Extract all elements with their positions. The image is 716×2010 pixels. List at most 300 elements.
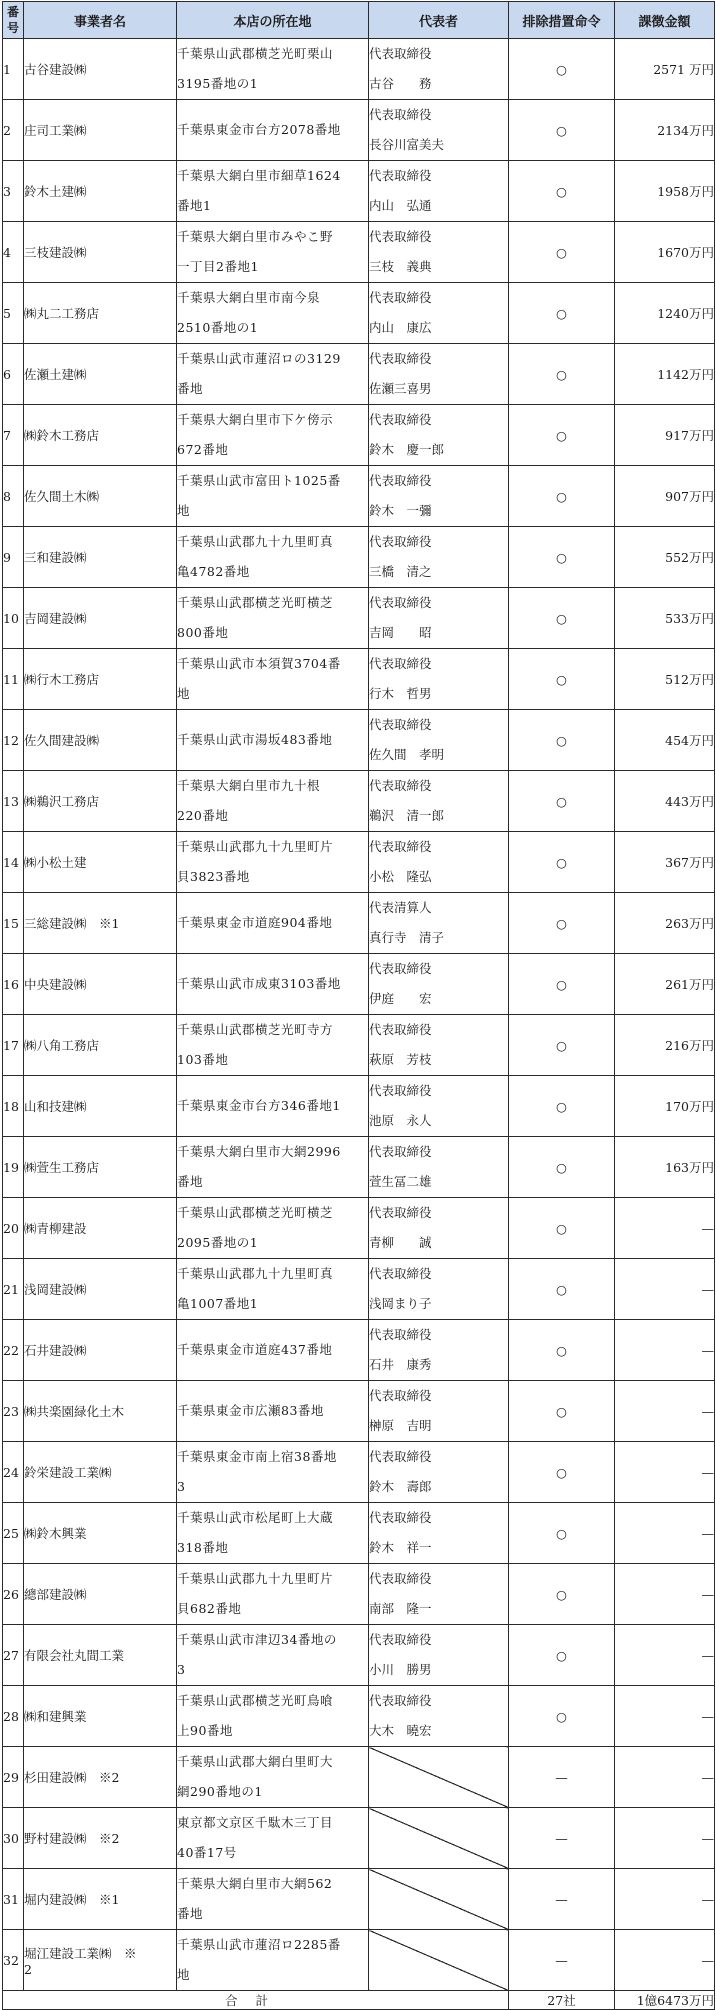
- representative-name: 浅岡まり子: [369, 1296, 432, 1311]
- surcharge-amount: 1958万円: [615, 161, 715, 222]
- table-row: [3, 1625, 715, 1686]
- representative: [369, 344, 509, 405]
- representative-name: 古谷 務: [369, 76, 432, 91]
- representative: [369, 1442, 509, 1503]
- address-line-1: 千葉県東金市台方346番地1: [177, 1098, 341, 1113]
- company-name-text: 石井建設㈱: [24, 1343, 87, 1358]
- table-row: [3, 1442, 715, 1503]
- table-row: [3, 466, 715, 527]
- surcharge-amount: 907万円: [615, 466, 715, 527]
- exclusion-order-mark: ○: [509, 649, 615, 710]
- row-number: 2: [3, 100, 24, 161]
- head-office-address: [177, 222, 369, 283]
- row-number: 14: [3, 832, 24, 893]
- address-line-1: 東京都文京区千駄木三丁目: [177, 1815, 334, 1830]
- company-name: [24, 588, 177, 649]
- address-line-2: 上90番地: [177, 1723, 233, 1738]
- head-office-address: [177, 1747, 369, 1808]
- representative-title: 代表取締役: [369, 351, 432, 366]
- exclusion-order-mark: ○: [509, 1625, 615, 1686]
- company-name-text: ㈱青柳建設: [24, 1221, 87, 1236]
- company-name: [24, 771, 177, 832]
- table-row: [3, 1686, 715, 1747]
- head-office-address: [177, 1076, 369, 1137]
- representative-name: 内山 弘通: [369, 198, 432, 213]
- table-row: [3, 1076, 715, 1137]
- exclusion-order-mark: ○: [509, 588, 615, 649]
- address-line-1: 千葉県山武市蓮沼ロ2285番: [177, 1937, 341, 1952]
- exclusion-order-mark: ○: [509, 466, 615, 527]
- address-line-2: 3: [177, 1662, 186, 1677]
- exclusion-order-mark: ○: [509, 1381, 615, 1442]
- representative-name: 三枝 義典: [369, 259, 432, 274]
- address-line-2: 番地: [177, 1906, 204, 1921]
- exclusion-order-mark: ○: [509, 1198, 615, 1259]
- row-number: 28: [3, 1686, 24, 1747]
- representative-name: 行木 哲男: [369, 686, 432, 701]
- address-line-1: 千葉県東金市道庭904番地: [177, 915, 333, 930]
- address-line-1: 千葉県大網白里市大網2996: [177, 1144, 341, 1159]
- representative-title: 代表取締役: [369, 1388, 432, 1403]
- surcharge-amount: —: [615, 1381, 715, 1442]
- address-line-1: 千葉県山武郡九十九里町真: [177, 1266, 334, 1281]
- address-line-1: 千葉県大網白里市細草1624: [177, 168, 341, 183]
- table-footer: [3, 1991, 715, 2010]
- representative: [369, 1015, 509, 1076]
- header-no: [3, 2, 24, 39]
- company-name: [24, 832, 177, 893]
- row-number: 17: [3, 1015, 24, 1076]
- address-line-1: 千葉県東金市南上宿38番地: [177, 1449, 337, 1464]
- row-number: 3: [3, 161, 24, 222]
- representative: [369, 588, 509, 649]
- table-body: [3, 39, 715, 1991]
- company-name-text: 古谷建設㈱: [24, 62, 87, 77]
- row-number: 30: [3, 1808, 24, 1869]
- company-name: [24, 1503, 177, 1564]
- table-row: [3, 405, 715, 466]
- company-name-text: ㈱行木工務店: [24, 672, 100, 687]
- exclusion-order-mark: ○: [509, 954, 615, 1015]
- company-name: [24, 1808, 177, 1869]
- representative-title: 代表取締役: [369, 1205, 432, 1220]
- representative: [369, 283, 509, 344]
- table-row: [3, 771, 715, 832]
- address-line-2: 地: [177, 503, 191, 518]
- exclusion-order-mark: ○: [509, 161, 615, 222]
- representative: [369, 1198, 509, 1259]
- representative-name: 榊原 吉明: [369, 1418, 432, 1433]
- company-name-text: 中央建設㈱: [24, 977, 87, 992]
- representative-name: 青柳 誠: [369, 1235, 432, 1250]
- head-office-address: [177, 1625, 369, 1686]
- representative-title: 代表取締役: [369, 229, 432, 244]
- representative-name: 佐瀬三喜男: [369, 381, 432, 396]
- surcharge-amount: 552万円: [615, 527, 715, 588]
- representative-empty-diagonal: [369, 1747, 509, 1808]
- head-office-address: [177, 1259, 369, 1320]
- exclusion-order-mark: ○: [509, 1564, 615, 1625]
- row-number: 19: [3, 1137, 24, 1198]
- address-line-2: 番地: [177, 1174, 204, 1189]
- company-name-text: 三和建設㈱: [24, 550, 87, 565]
- representative-name: 伊庭 宏: [369, 991, 432, 1006]
- company-name-text: 浅岡建設㈱: [24, 1282, 87, 1297]
- company-name-text: ㈱丸二工務店: [24, 306, 100, 321]
- table-row: [3, 1808, 715, 1869]
- company-name: [24, 1198, 177, 1259]
- table-row: [3, 1259, 715, 1320]
- representative-name: 鈴木 壽郎: [369, 1479, 432, 1494]
- address-line-2: 40番17号: [177, 1845, 237, 1860]
- representative: [369, 1564, 509, 1625]
- head-office-address: [177, 1808, 369, 1869]
- company-name-text: ㈱鈴木工務店: [24, 428, 100, 443]
- total-order-count: 27社: [509, 1991, 615, 2010]
- address-line-1: 千葉県山武市本須賀3704番: [177, 656, 341, 671]
- exclusion-order-mark: ○: [509, 1320, 615, 1381]
- surcharge-amount: —: [615, 1869, 715, 1930]
- representative-title: 代表取締役: [369, 839, 432, 854]
- address-line-2: 番地: [177, 381, 204, 396]
- exclusion-order-mark: ○: [509, 405, 615, 466]
- head-office-address: [177, 283, 369, 344]
- exclusion-order-mark: ○: [509, 283, 615, 344]
- surcharge-amount: —: [615, 1747, 715, 1808]
- company-name: [24, 1930, 177, 1991]
- company-name: [24, 954, 177, 1015]
- company-name: [24, 344, 177, 405]
- representative-name: 小松 隆弘: [369, 869, 432, 884]
- head-office-address: [177, 1320, 369, 1381]
- representative: [369, 1625, 509, 1686]
- representative: [369, 1503, 509, 1564]
- representative-empty-diagonal: [369, 1869, 509, 1930]
- row-number: 7: [3, 405, 24, 466]
- company-name-text: 鈴木土建㈱: [24, 184, 87, 199]
- exclusion-order-mark: ○: [509, 1015, 615, 1076]
- header-order: 排除措置命令: [509, 2, 615, 39]
- representative-name: 鈴木 祥一: [369, 1540, 432, 1555]
- table-row: [3, 832, 715, 893]
- surcharge-amount: 367万円: [615, 832, 715, 893]
- representative-name: 石井 康秀: [369, 1357, 432, 1372]
- representative-title: 代表取締役: [369, 1327, 432, 1342]
- address-line-1: 千葉県山武郡九十九里町片: [177, 839, 334, 854]
- row-number: 8: [3, 466, 24, 527]
- head-office-address: [177, 1015, 369, 1076]
- representative-name: 内山 康広: [369, 320, 432, 335]
- exclusion-order-mark: ○: [509, 1076, 615, 1137]
- address-line-1: 千葉県山武市津辺34番地の: [177, 1632, 337, 1647]
- address-line-2: 地: [177, 686, 191, 701]
- address-line-2: 亀1007番地1: [177, 1296, 259, 1311]
- exclusion-order-mark: —: [509, 1747, 615, 1808]
- row-number: 23: [3, 1381, 24, 1442]
- representative-title: 代表取締役: [369, 656, 432, 671]
- representative: [369, 466, 509, 527]
- surcharge-amount: 454万円: [615, 710, 715, 771]
- company-name: [24, 161, 177, 222]
- representative: [369, 39, 509, 100]
- table-row: [3, 1747, 715, 1808]
- address-line-1: 千葉県山武郡大網白里町大: [177, 1754, 334, 1769]
- representative-title: 代表取締役: [369, 534, 432, 549]
- surcharge-amount: 2134万円: [615, 100, 715, 161]
- table-row: [3, 1137, 715, 1198]
- total-amount: 1億6473万円: [615, 1991, 715, 2010]
- representative-title: 代表清算人: [369, 900, 432, 915]
- table-row: [3, 1198, 715, 1259]
- head-office-address: [177, 1381, 369, 1442]
- header-amount: 課徴金額: [615, 2, 715, 39]
- row-number: 16: [3, 954, 24, 1015]
- table-row: [3, 1381, 715, 1442]
- company-name: [24, 466, 177, 527]
- exclusion-order-mark: ○: [509, 527, 615, 588]
- company-name-text: 佐瀬土建㈱: [24, 367, 87, 382]
- representative-title: 代表取締役: [369, 717, 432, 732]
- address-line-2: 地: [177, 1967, 191, 1982]
- exclusion-order-mark: ○: [509, 1442, 615, 1503]
- surcharge-amount: —: [615, 1320, 715, 1381]
- representative: [369, 1137, 509, 1198]
- row-number: 5: [3, 283, 24, 344]
- representative-title: 代表取締役: [369, 1144, 432, 1159]
- address-line-2: 672番地: [177, 442, 229, 457]
- address-line-1: 千葉県山武市蓮沼ロの3129: [177, 351, 341, 366]
- address-line-2: 220番地: [177, 808, 229, 823]
- table-row: [3, 1564, 715, 1625]
- company-name-text: 吉岡建設㈱: [24, 611, 87, 626]
- representative: [369, 1320, 509, 1381]
- table-row: [3, 710, 715, 771]
- representative-title: 代表取締役: [369, 168, 432, 183]
- company-name: [24, 1869, 177, 1930]
- company-name-text: 鈴栄建設工業㈱: [24, 1465, 112, 1480]
- address-line-1: 千葉県東金市台方2078番地: [177, 122, 341, 137]
- surcharge-amount: —: [615, 1686, 715, 1747]
- representative-name: 南部 隆一: [369, 1601, 432, 1616]
- table-row: [3, 100, 715, 161]
- representative-title: 代表取締役: [369, 1022, 432, 1037]
- surcharge-amount: —: [615, 1198, 715, 1259]
- surcharge-amount: 1670万円: [615, 222, 715, 283]
- representative-title: 代表取締役: [369, 412, 432, 427]
- representative-title: 代表取締役: [369, 1510, 432, 1525]
- representative: [369, 222, 509, 283]
- company-name: [24, 1259, 177, 1320]
- table-header: [3, 2, 715, 39]
- sanction-table: [2, 1, 715, 2010]
- representative-title: 代表取締役: [369, 1266, 432, 1281]
- surcharge-amount: 1142万円: [615, 344, 715, 405]
- company-name-text: 山和技建㈱: [24, 1099, 87, 1114]
- head-office-address: [177, 1930, 369, 1991]
- table-row: [3, 283, 715, 344]
- representative: [369, 161, 509, 222]
- table-row: [3, 527, 715, 588]
- head-office-address: [177, 1564, 369, 1625]
- company-name: [24, 1686, 177, 1747]
- representative-name: 佐久間 孝明: [369, 747, 445, 762]
- surcharge-amount: 917万円: [615, 405, 715, 466]
- representative-name: 萩原 芳枝: [369, 1052, 432, 1067]
- company-name: [24, 39, 177, 100]
- address-line-2: 貝3823番地: [177, 869, 250, 884]
- company-name-text: ㈱共楽園緑化土木: [24, 1404, 125, 1419]
- representative: [369, 1076, 509, 1137]
- company-name: [24, 1625, 177, 1686]
- representative: [369, 954, 509, 1015]
- exclusion-order-mark: ○: [509, 344, 615, 405]
- address-line-2: 800番地: [177, 625, 229, 640]
- company-name-text: 野村建設㈱ ※2: [24, 1831, 120, 1846]
- surcharge-amount: 263万円: [615, 893, 715, 954]
- representative-name: 鈴木 一彌: [369, 503, 432, 518]
- company-name: [24, 1747, 177, 1808]
- representative-title: 代表取締役: [369, 473, 432, 488]
- company-name-text: 有限会社丸間工業: [24, 1648, 125, 1663]
- address-line-1: 千葉県山武市松尾町上大蔵: [177, 1510, 334, 1525]
- head-office-address: [177, 405, 369, 466]
- head-office-address: [177, 954, 369, 1015]
- surcharge-amount: —: [615, 1442, 715, 1503]
- representative: [369, 1259, 509, 1320]
- representative-name: 萱生冨二雄: [369, 1174, 432, 1189]
- address-line-1: 千葉県大網白里市下ケ傍示: [177, 412, 334, 427]
- row-number: 13: [3, 771, 24, 832]
- head-office-address: [177, 710, 369, 771]
- address-line-2: 2510番地の1: [177, 320, 259, 335]
- exclusion-order-mark: ○: [509, 1259, 615, 1320]
- surcharge-amount: 216万円: [615, 1015, 715, 1076]
- head-office-address: [177, 39, 369, 100]
- address-line-2: 一丁目2番地1: [177, 259, 259, 274]
- representative-empty-diagonal: [369, 1808, 509, 1869]
- company-name: [24, 1320, 177, 1381]
- representative-title: 代表取締役: [369, 778, 432, 793]
- company-name: [24, 893, 177, 954]
- table-row: [3, 344, 715, 405]
- company-name-text: 杉田建設㈱ ※2: [24, 1770, 120, 1785]
- surcharge-amount: 163万円: [615, 1137, 715, 1198]
- row-number: 15: [3, 893, 24, 954]
- surcharge-amount: —: [615, 1808, 715, 1869]
- exclusion-order-mark: ○: [509, 1686, 615, 1747]
- exclusion-order-mark: ○: [509, 710, 615, 771]
- company-name-text: ㈱和建興業: [24, 1709, 87, 1724]
- table-row: [3, 161, 715, 222]
- head-office-address: [177, 893, 369, 954]
- representative: [369, 710, 509, 771]
- company-name-text: 堀江建設工業㈱ ※: [24, 1945, 137, 1961]
- header-no-line2: 号: [6, 21, 19, 35]
- exclusion-order-mark: —: [509, 1869, 615, 1930]
- table-row: [3, 1015, 715, 1076]
- representative: [369, 771, 509, 832]
- company-name-text-cont: 2: [24, 1961, 32, 1977]
- address-line-1: 千葉県山武郡九十九里町真: [177, 534, 334, 549]
- header-row: [3, 2, 715, 39]
- representative: [369, 100, 509, 161]
- exclusion-order-mark: ○: [509, 1137, 615, 1198]
- company-name: [24, 100, 177, 161]
- representative: [369, 832, 509, 893]
- row-number: 6: [3, 344, 24, 405]
- company-name: [24, 1381, 177, 1442]
- representative-title: 代表取締役: [369, 1632, 432, 1647]
- head-office-address: [177, 1442, 369, 1503]
- representative-title: 代表取締役: [369, 290, 432, 305]
- representative-empty-diagonal: [369, 1930, 509, 1991]
- exclusion-order-mark: ○: [509, 893, 615, 954]
- company-name: [24, 1137, 177, 1198]
- address-line-1: 千葉県東金市広瀬83番地: [177, 1403, 324, 1418]
- representative-title: 代表取締役: [369, 961, 432, 976]
- company-name-text: 佐久間土木㈱: [24, 489, 100, 504]
- company-name: [24, 1076, 177, 1137]
- head-office-address: [177, 832, 369, 893]
- table-row: [3, 954, 715, 1015]
- row-number: 10: [3, 588, 24, 649]
- address-line-1: 千葉県山武郡横芝光町栗山: [177, 46, 334, 61]
- representative-title: 代表取締役: [369, 46, 432, 61]
- head-office-address: [177, 1503, 369, 1564]
- address-line-2: 番地1: [177, 198, 212, 213]
- representative: [369, 1686, 509, 1747]
- head-office-address: [177, 1137, 369, 1198]
- total-row: [3, 1991, 715, 2010]
- table-row: [3, 1320, 715, 1381]
- surcharge-amount: —: [615, 1503, 715, 1564]
- representative-name: 鵜沢 清一郎: [369, 808, 445, 823]
- exclusion-order-mark: —: [509, 1808, 615, 1869]
- company-name: [24, 405, 177, 466]
- representative: [369, 893, 509, 954]
- exclusion-order-mark: ○: [509, 771, 615, 832]
- head-office-address: [177, 588, 369, 649]
- representative-name: 三橋 清之: [369, 564, 432, 579]
- exclusion-order-mark: ○: [509, 1503, 615, 1564]
- head-office-address: [177, 466, 369, 527]
- surcharge-amount: —: [615, 1564, 715, 1625]
- row-number: 21: [3, 1259, 24, 1320]
- table-row: [3, 649, 715, 710]
- company-name: [24, 1015, 177, 1076]
- address-line-1: 千葉県山武郡横芝光町寺方: [177, 1022, 334, 1037]
- table-row: [3, 1503, 715, 1564]
- address-line-2: 318番地: [177, 1540, 229, 1555]
- surcharge-amount: —: [615, 1625, 715, 1686]
- exclusion-order-mark: ○: [509, 100, 615, 161]
- header-name: 事業者名: [24, 2, 177, 39]
- representative-title: 代表取締役: [369, 595, 432, 610]
- company-name-text: 三枝建設㈱: [24, 245, 87, 260]
- address-line-1: 千葉県山武郡横芝光町横芝: [177, 1205, 334, 1220]
- row-number: 20: [3, 1198, 24, 1259]
- address-line-1: 千葉県大網白里市南今泉: [177, 290, 321, 305]
- company-name: [24, 283, 177, 344]
- head-office-address: [177, 649, 369, 710]
- representative-name: 長谷川富美夫: [369, 137, 445, 152]
- representative-name: 大木 曉宏: [369, 1723, 432, 1738]
- table-row: [3, 1869, 715, 1930]
- row-number: 22: [3, 1320, 24, 1381]
- header-representative: 代表者: [369, 2, 509, 39]
- address-line-1: 千葉県山武郡横芝光町横芝: [177, 595, 334, 610]
- address-line-1: 千葉県大網白里市みやこ野: [177, 229, 334, 244]
